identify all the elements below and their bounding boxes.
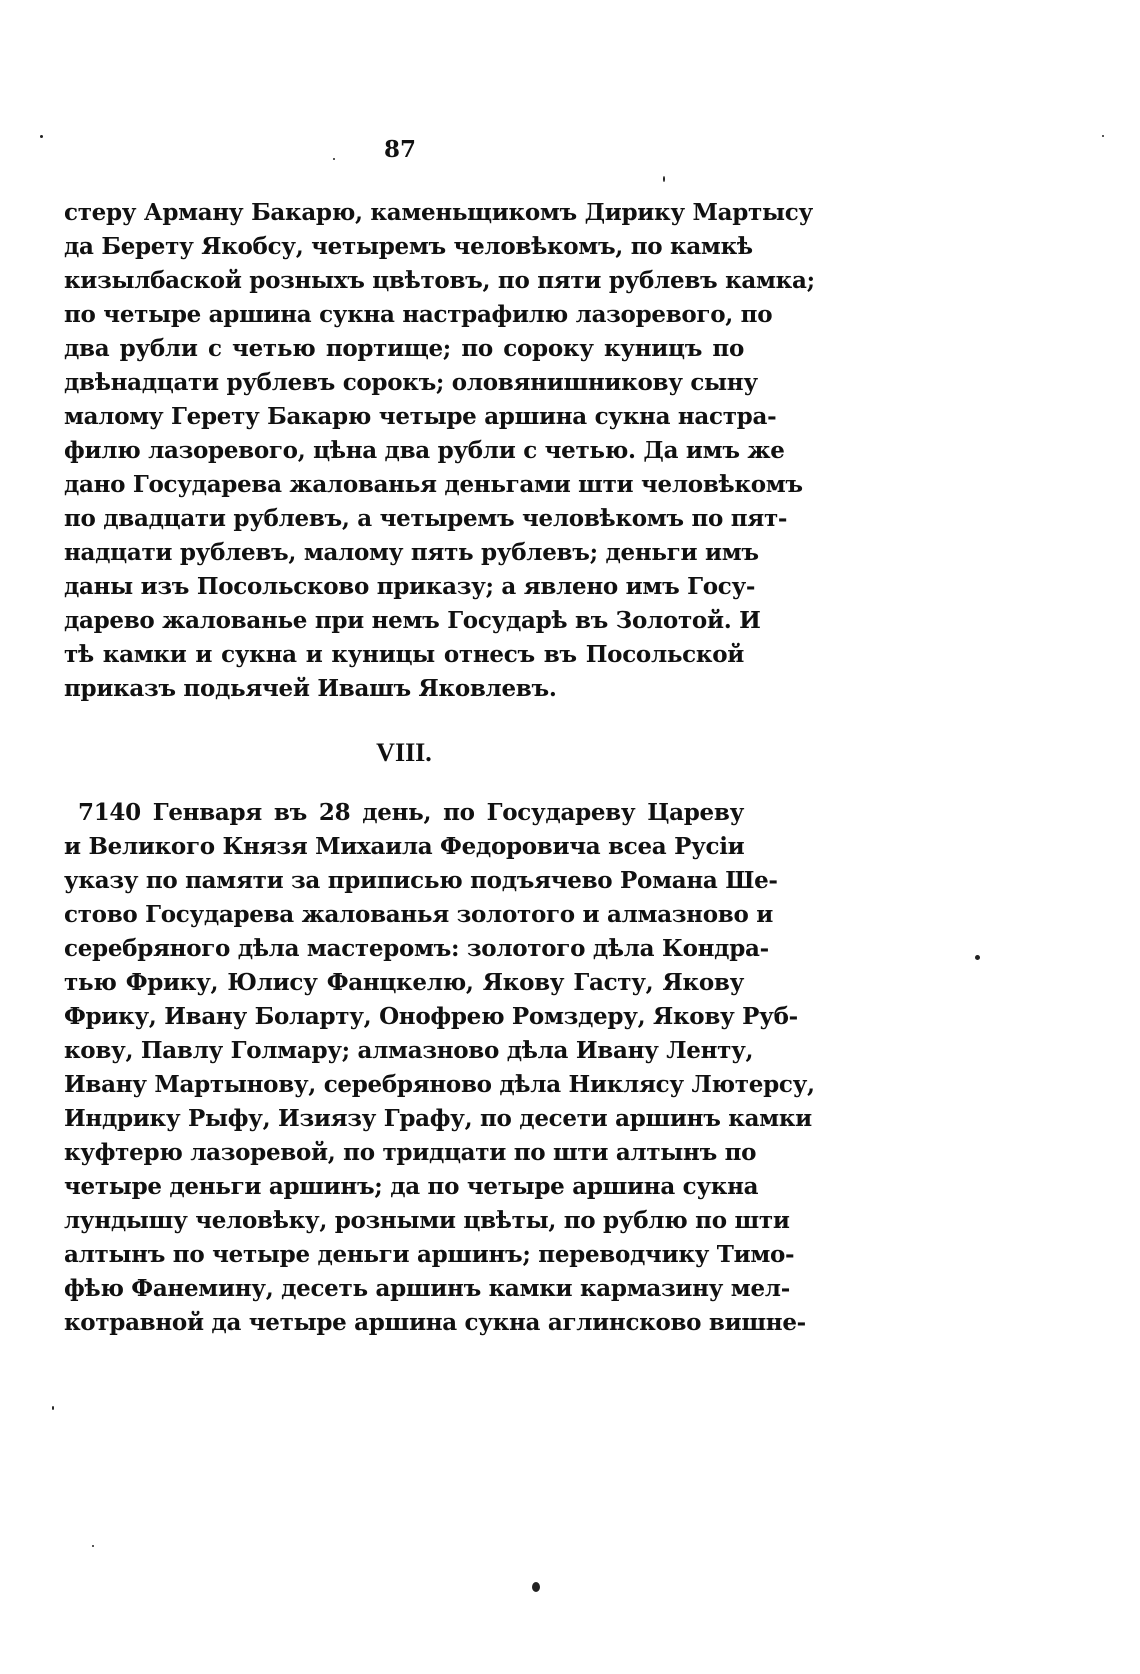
text-line: алтынъ по четыре деньги аршинъ; переводчику Тимо- (64, 1241, 795, 1268)
text-line: дарево жалованье при немъ Государѣ въ Золотой. И (64, 607, 761, 634)
text-line: даны изъ Посольсково приказу; а явлено имъ Госу- (64, 573, 756, 600)
text-line: 7140 Генваря въ 28 день, по Государеву Цареву (78, 799, 744, 826)
text-line: и Великого Князя Михаила Федоровича всеа Русіи (64, 833, 745, 860)
text-line: кову, Павлу Голмару; алмазново дѣла Ивану Ленту, (64, 1037, 754, 1064)
scan-speck (92, 1545, 94, 1547)
text-line: лундышу человѣку, розными цвѣты, по рублю по шти (64, 1207, 790, 1234)
paragraph-continued (64, 196, 815, 706)
paragraph-section-viii (64, 796, 815, 1340)
text-line: стово Государева жалованья золотого и алмазново и (64, 901, 773, 928)
scan-speck (663, 176, 665, 182)
page-number: 87 (383, 136, 416, 163)
text-line: Индрику Рыфу, Изиязу Графу, по десети аршинъ камки (64, 1105, 812, 1132)
text-line: надцати рублевъ, малому пять рублевъ; деньги имъ (64, 539, 759, 566)
text-line: котравной да четыре аршина сукна аглинсково вишне- (64, 1309, 806, 1336)
section-heading: VIII. (376, 738, 432, 767)
text-line: по четыре аршина сукна настрафилю лазоревого, по (64, 301, 773, 328)
text-line: стеру Арману Бакарю, каменьщикомъ Дирику Мартысу (64, 199, 813, 226)
scan-speck (532, 1582, 540, 1592)
text-line: да Берету Якобсу, четыремъ человѣкомъ, по камкѣ (64, 233, 753, 260)
text-line: два рубли с четью портище; по сороку куницъ по (64, 335, 744, 362)
text-line: Фрику, Ивану Боларту, Онофрею Ромздеру, Якову Руб- (64, 1003, 798, 1030)
text-line: куфтерю лазоревой, по тридцати по шти алтынъ по (64, 1139, 757, 1166)
text-line: Ивану Мартынову, серебряново дѣла Никлясу Лютерсу, (64, 1071, 815, 1098)
text-line: филю лазоревого, цѣна два рубли с четью. Да имъ же (64, 437, 785, 464)
scan-speck (1102, 135, 1104, 137)
text-line: дано Государева жалованья деньгами шти человѣкомъ (64, 471, 803, 498)
text-line: по двадцати рублевъ, а четыремъ человѣкомъ по пят- (64, 505, 788, 532)
text-line: кизылбаской розныхъ цвѣтовъ, по пяти рублевъ камка; (64, 267, 815, 294)
text-line: тью Фрику, Юлису Фанцкелю, Якову Гасту, Якову (64, 969, 744, 996)
text-line: указу по памяти за приписью подъячево Романа Ше- (64, 867, 778, 894)
text-line: четыре деньги аршинъ; да по четыре аршина сукна (64, 1173, 759, 1200)
text-line: фѣю Фанемину, десеть аршинъ камки кармазину мел- (64, 1275, 790, 1302)
scan-speck (40, 135, 43, 138)
text-line: малому Герету Бакарю четыре аршина сукна настра- (64, 403, 777, 430)
text-line: двѣнадцати рублевъ сорокъ; оловянишникову сыну (64, 369, 758, 396)
text-line: серебряного дѣла мастеромъ: золотого дѣла Кондра- (64, 935, 769, 962)
scan-speck (975, 955, 980, 960)
scan-speck (52, 1406, 54, 1410)
scan-speck (333, 158, 335, 160)
text-line: приказъ подьячей Ивашъ Яковлевъ. (64, 675, 557, 702)
text-line: тѣ камки и сукна и куницы отнесъ въ Посольской (64, 641, 744, 668)
